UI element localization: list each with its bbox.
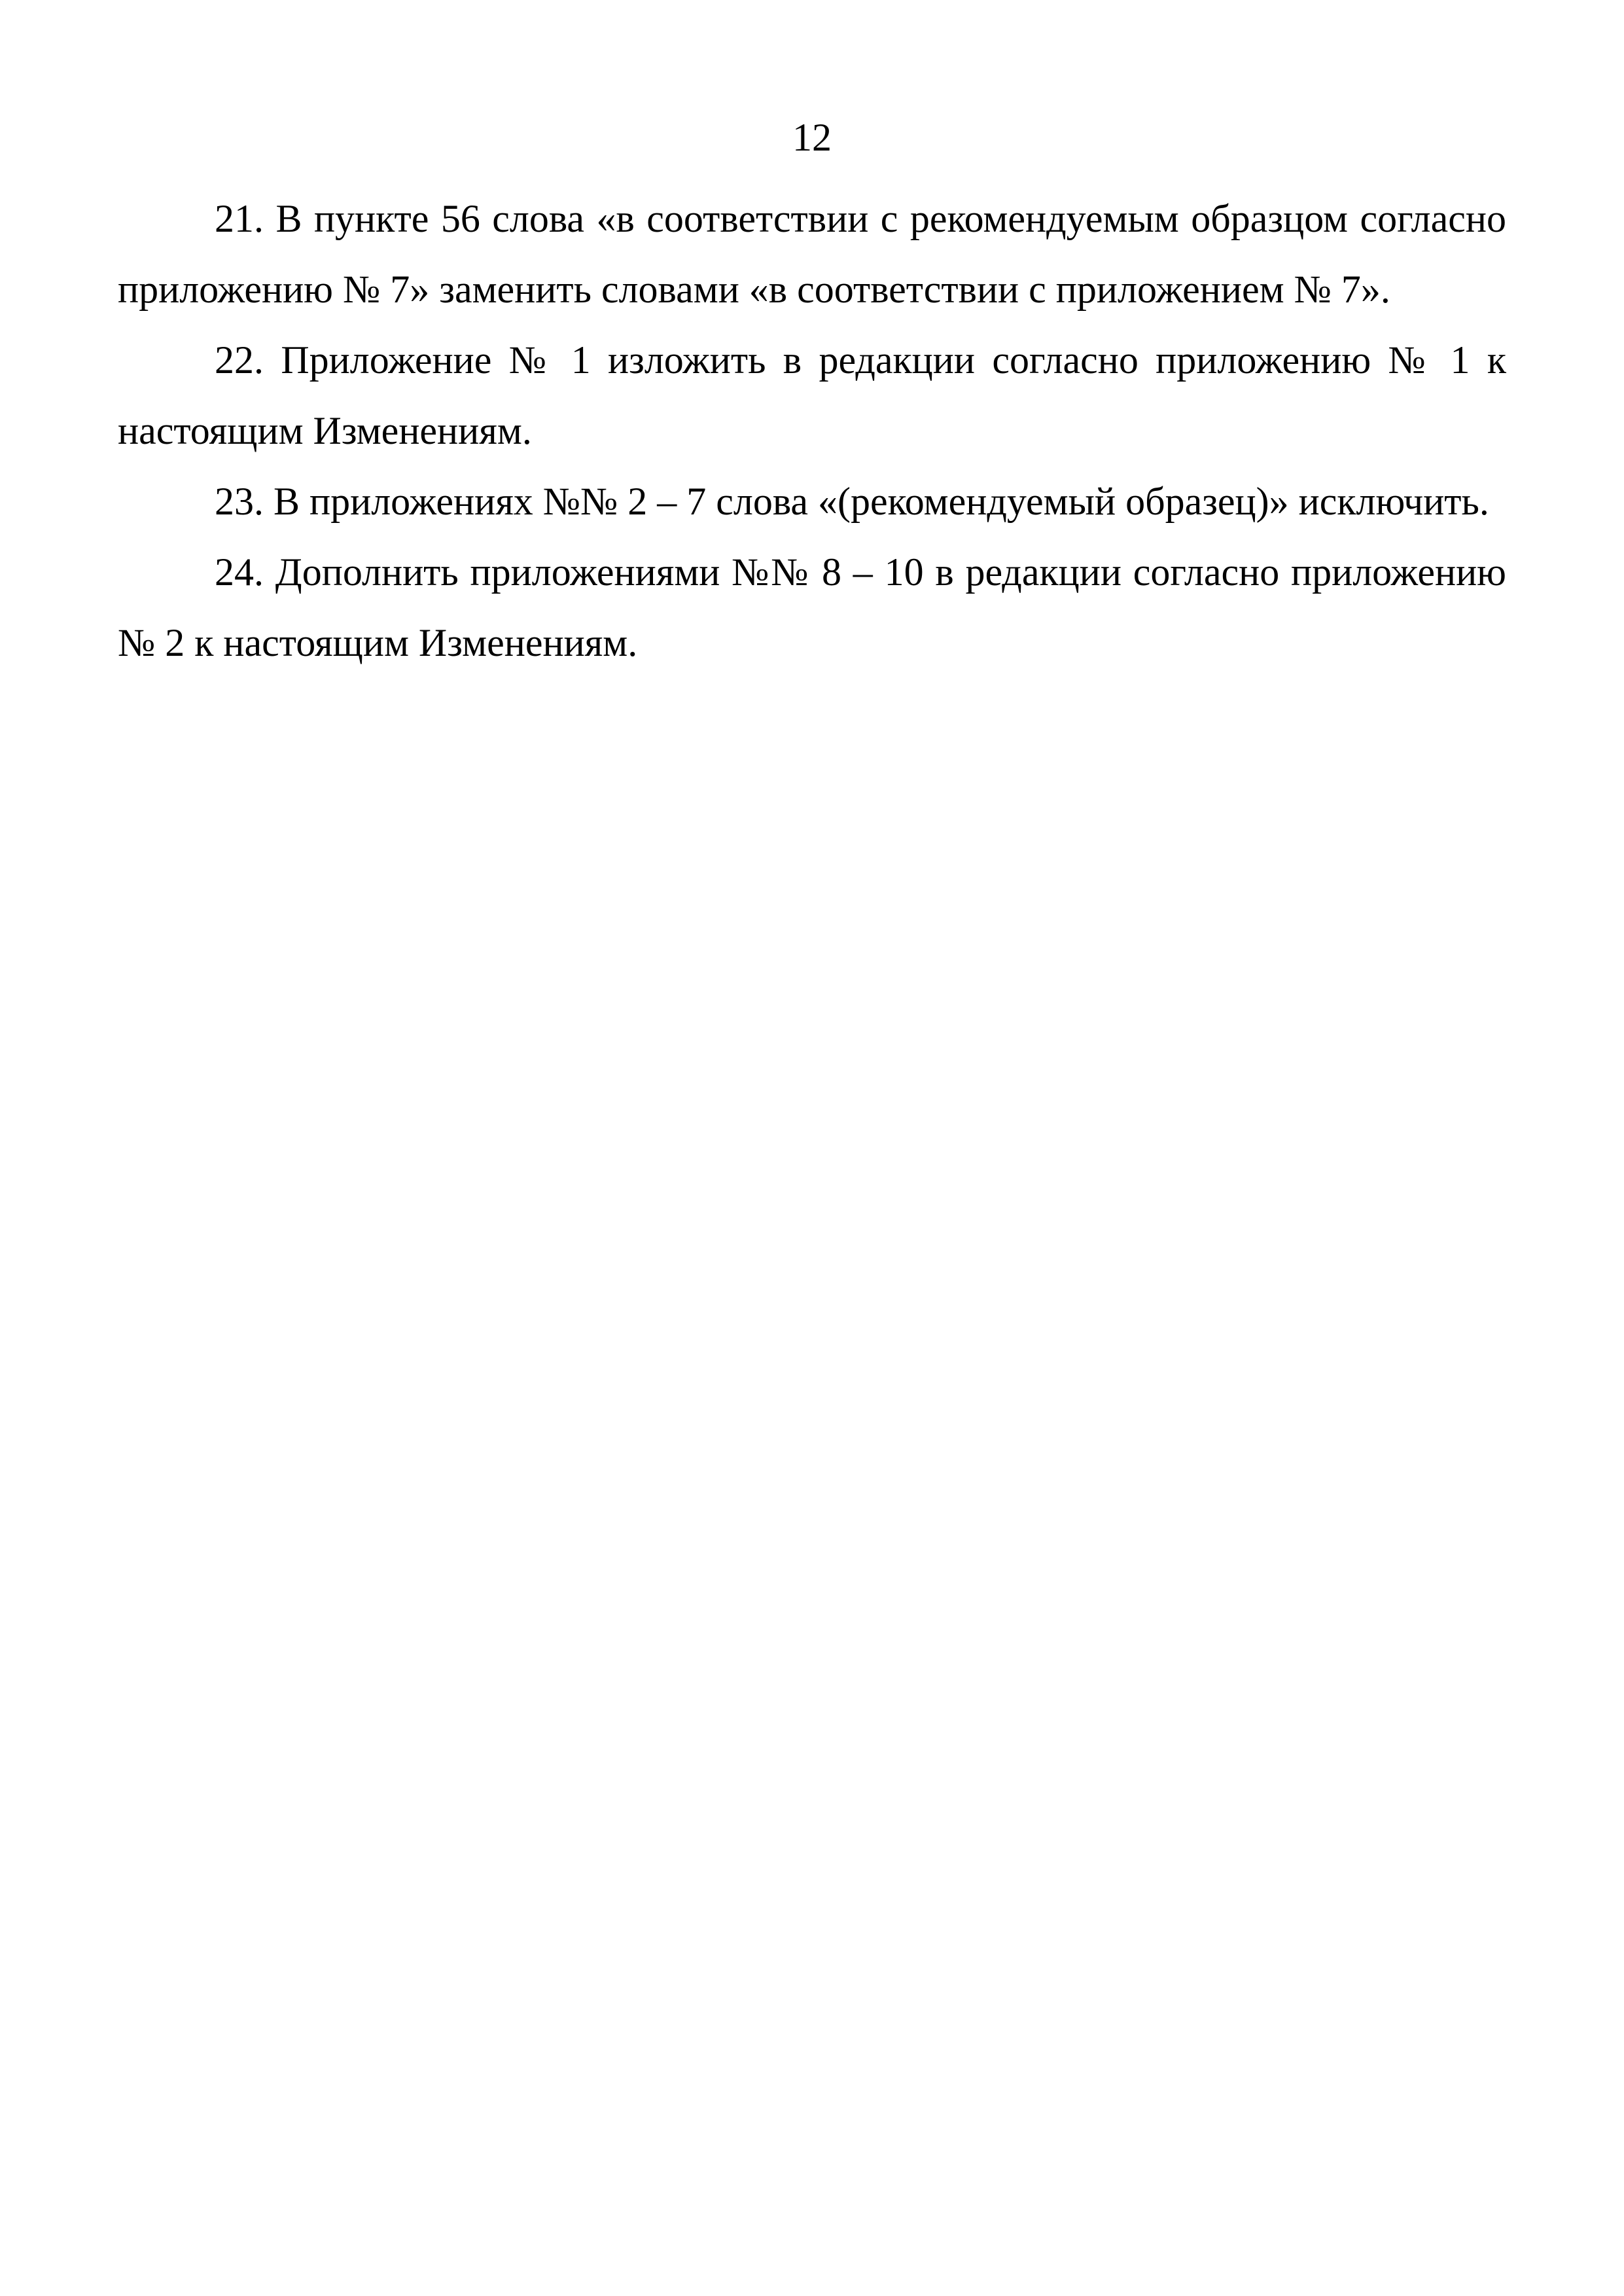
- document-body: [118, 183, 1506, 678]
- page-number: 12: [792, 116, 832, 159]
- paragraph-22: 22. Приложение № 1 изложить в редакции согласно приложению № 1 к настоящим Изменениям.: [118, 338, 1506, 452]
- paragraph-24: 24. Дополнить приложениями №№ 8 – 10 в редакции согласно приложению № 2 к настоящим Изменениям.: [118, 550, 1506, 664]
- paragraph-21: 21. В пункте 56 слова «в соответствии с рекомендуемым образцом согласно приложению № 7» заменить словами «в соответствии с приложением № 7».: [118, 197, 1506, 311]
- paragraph-23: 23. В приложениях №№ 2 – 7 слова «(рекомендуемый образец)» исключить.: [215, 480, 1489, 523]
